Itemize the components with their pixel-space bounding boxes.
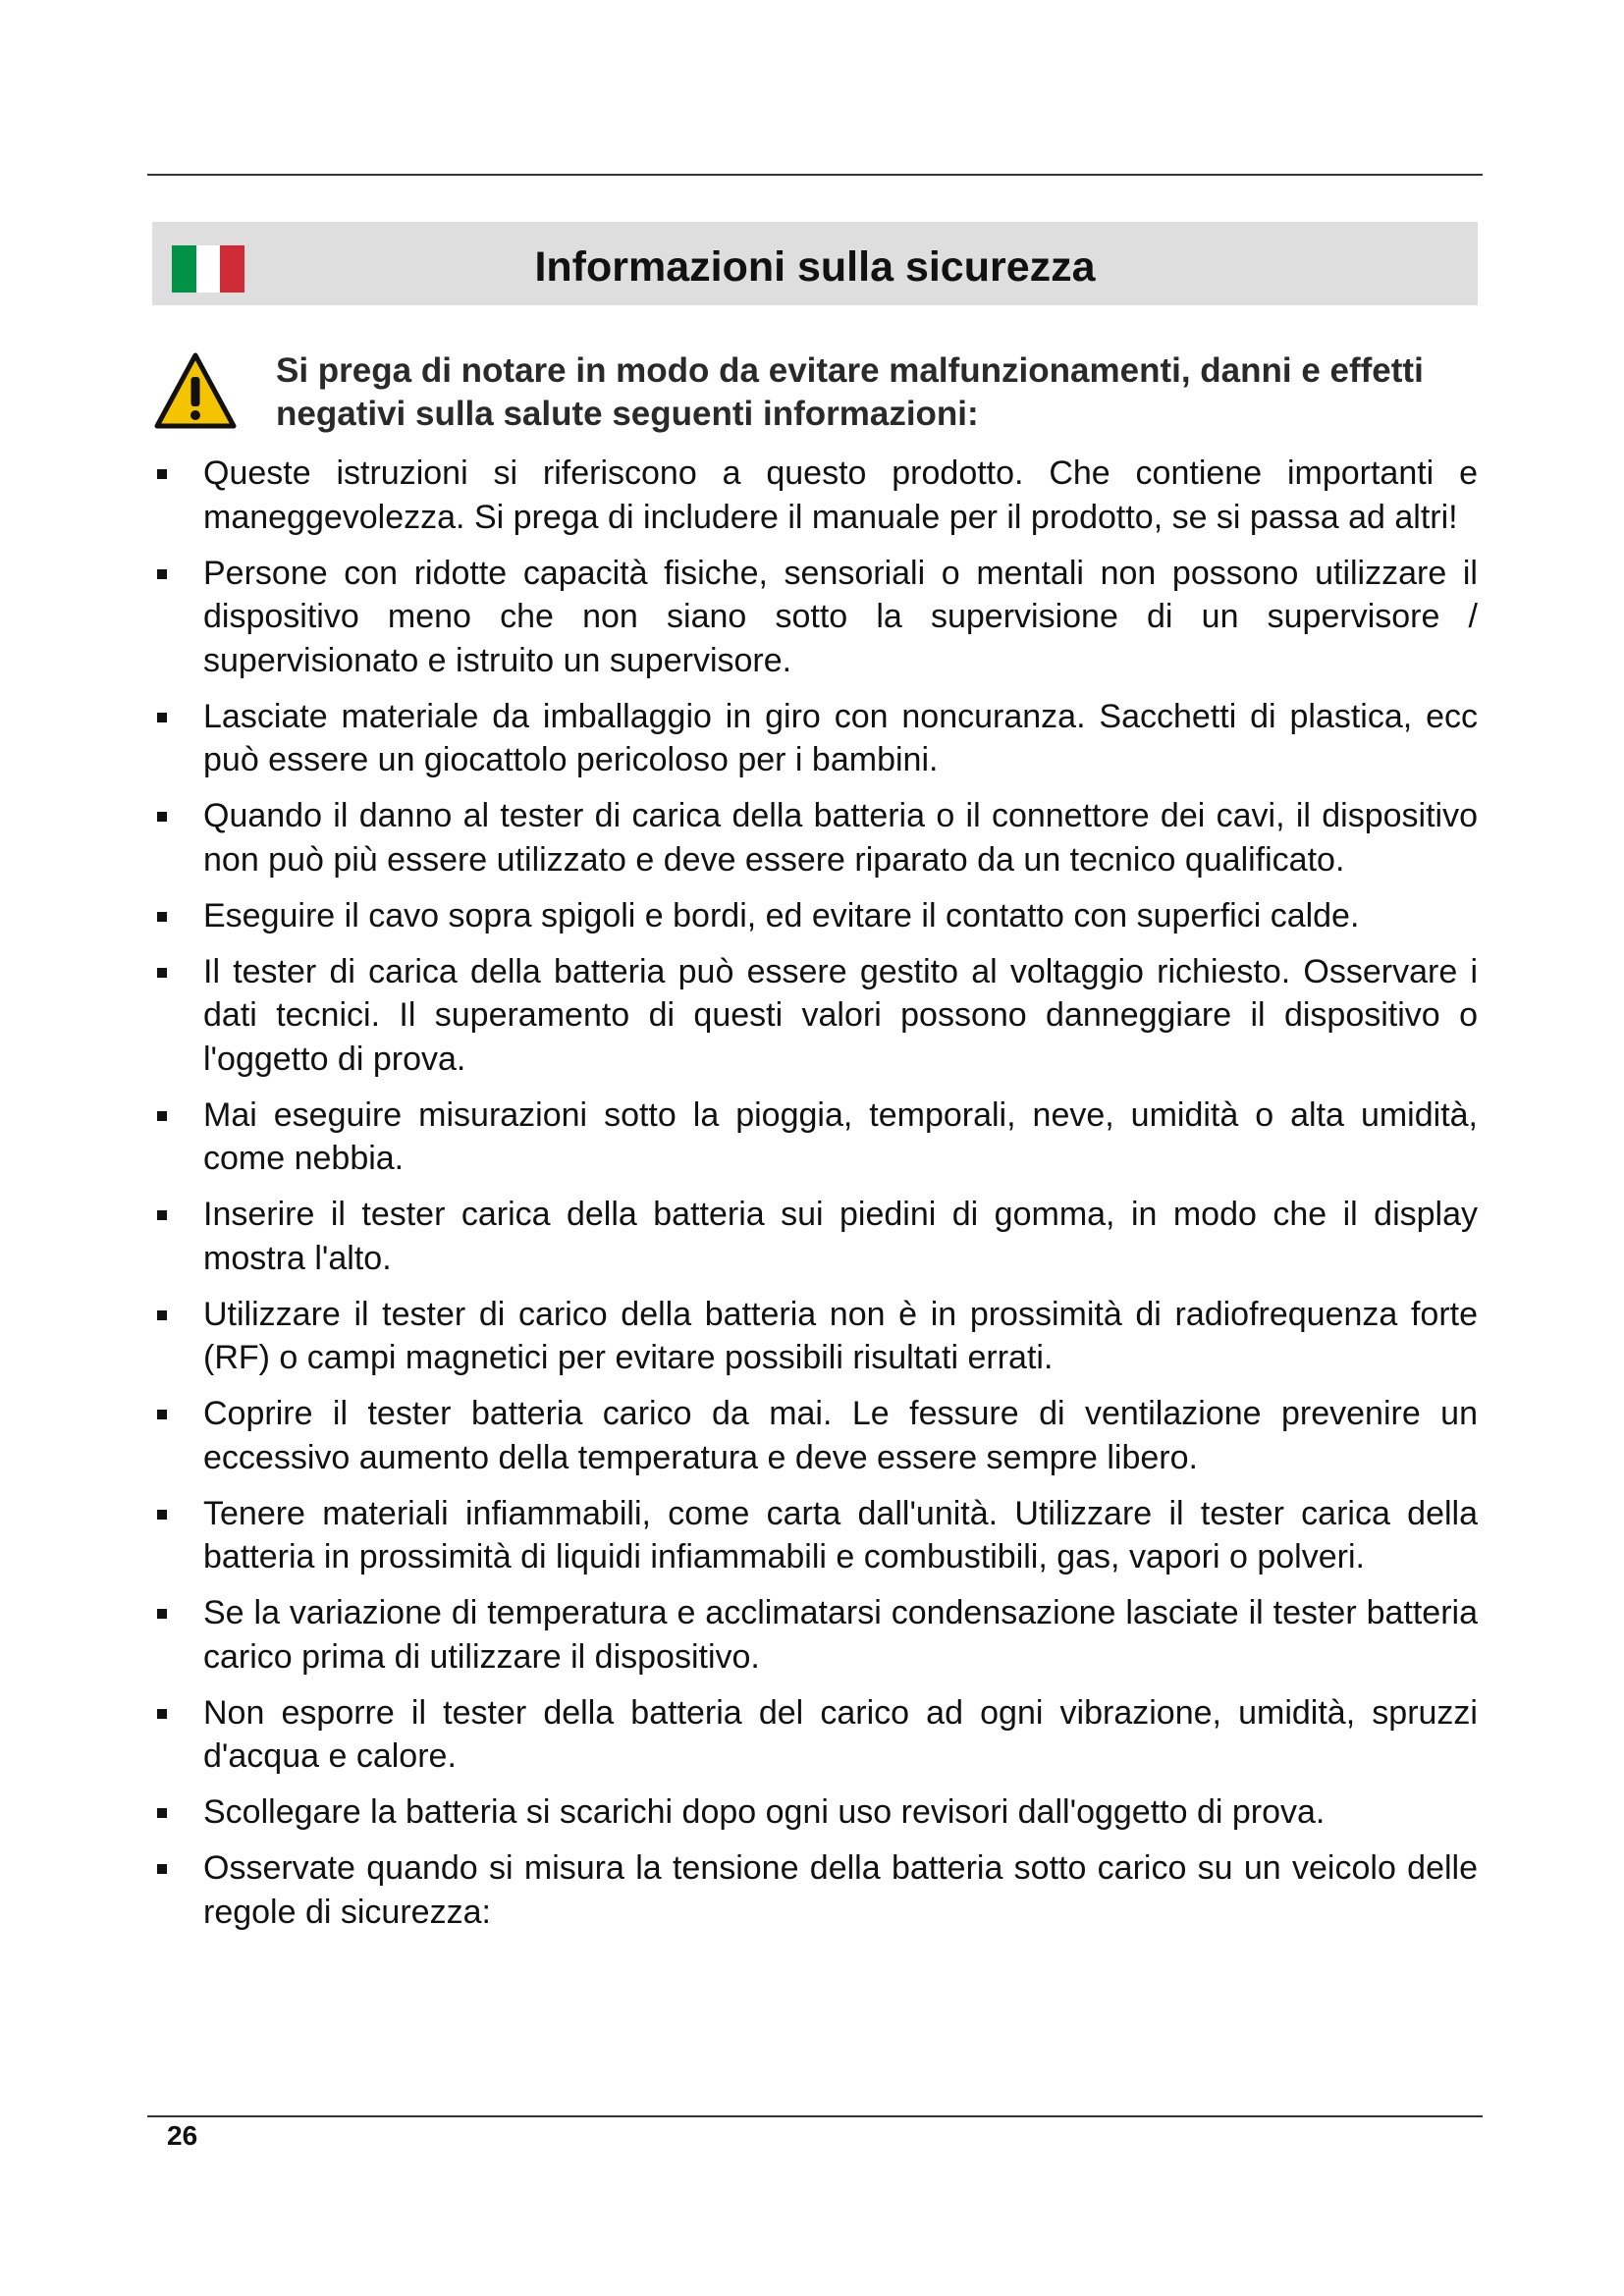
list-item: Scollegare la batteria si scarichi dopo ogni uso revisori dall'oggetto di prova. <box>152 1790 1478 1835</box>
list-item: Utilizzare il tester di carico della batteria non è in prossimità di radiofrequenza forte (RF) o campi magnetici per evitare possibili risultati errati. <box>152 1293 1478 1380</box>
safety-list <box>152 452 1478 1947</box>
header-divider <box>147 174 1483 176</box>
warning-notice <box>152 349 1478 448</box>
warning-text: Si prega di notare in modo da evitare malfunzionamenti, danni e effetti negativi sulla salute seguenti informazioni: <box>276 351 1424 433</box>
list-item: Inserire il tester carica della batteria sui piedini di gomma, in modo che il display mostra l'alto. <box>152 1193 1478 1280</box>
page-number: 26 <box>167 2120 198 2151</box>
list-item: Non esporre il tester della batteria del carico ad ogni vibrazione, umidità, spruzzi d'acqua e calore. <box>152 1691 1478 1779</box>
list-item: Osservate quando si misura la tensione della batteria sotto carico su un veicolo delle regole di sicurezza: <box>152 1846 1478 1934</box>
section-title-bar <box>152 222 1478 305</box>
list-item: Eseguire il cavo sopra spigoli e bordi, ed evitare il contatto con superfici calde. <box>152 894 1478 938</box>
list-item: Quando il danno al tester di carica della batteria o il connettore dei cavi, il dispositivo non può più essere utilizzato e deve essere riparato da un tecnico qualificato. <box>152 794 1478 881</box>
list-item: Se la variazione di temperatura e acclimatarsi condensazione lasciate il tester batteria carico prima di utilizzare il dispositivo. <box>152 1591 1478 1679</box>
list-item: Lasciate materiale da imballaggio in giro con noncuranza. Sacchetti di plastica, ecc può essere un giocattolo pericoloso per i bambini. <box>152 695 1478 782</box>
list-item: Tenere materiali infiammabili, come carta dall'unità. Utilizzare il tester carica della batteria in prossimità di liquidi infiammabili e combustibili, gas, vapori o polveri. <box>152 1492 1478 1579</box>
footer-divider <box>147 2115 1483 2117</box>
list-item: Il tester di carica della batteria può essere gestito al voltaggio richiesto. Osservare i dati tecnici. Il superamento di questi valori possono danneggiare il dispositivo o l'oggetto di prova. <box>152 950 1478 1082</box>
list-item: Persone con ridotte capacità fisiche, sensoriali o mentali non possono utilizzare il dispositivo meno che non siano sotto la supervisione di un supervisore / supervisionato e istruito un supervisore. <box>152 552 1478 683</box>
list-item: Queste istruzioni si riferiscono a questo prodotto. Che contiene importanti e maneggevolezza. Si prega di includere il manuale per il prodotto, se si passa ad altri! <box>152 452 1478 539</box>
list-item: Coprire il tester batteria carico da mai. Le fessure di ventilazione prevenire un eccessivo aumento della temperatura e deve essere sempre libero. <box>152 1392 1478 1479</box>
warning-triangle-icon <box>154 351 237 430</box>
page-title: Informazioni sulla sicurezza <box>534 243 1096 291</box>
list-item: Mai eseguire misurazioni sotto la pioggia, temporali, neve, umidità o alta umidità, come nebbia. <box>152 1094 1478 1181</box>
